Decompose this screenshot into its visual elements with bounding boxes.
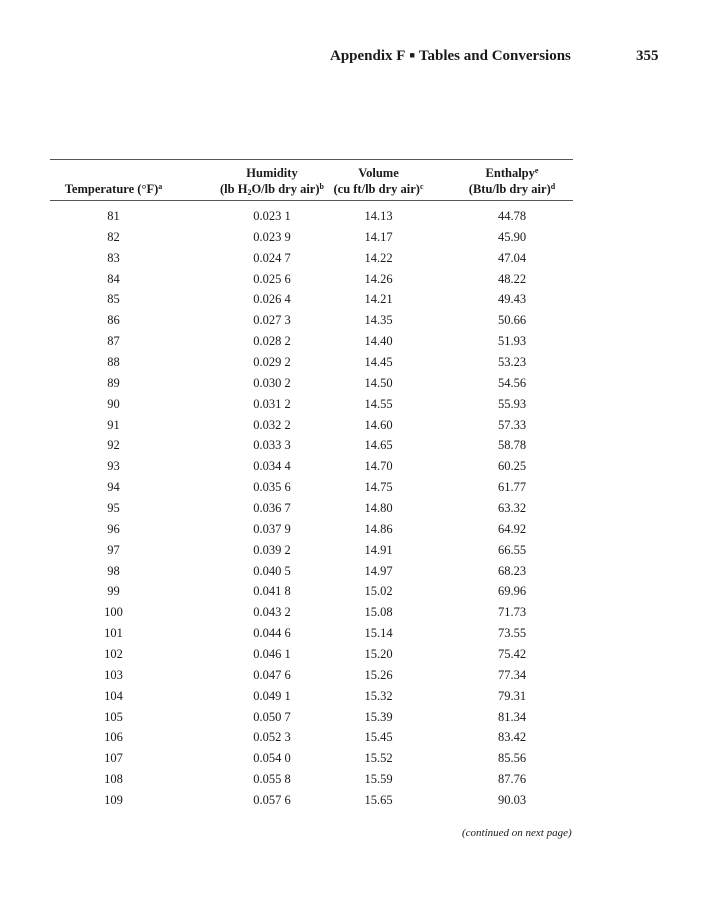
table-row	[50, 541, 573, 562]
cell-enthalpy: 45.90	[497, 229, 527, 244]
cell-humidity: 0.039 2	[253, 542, 291, 557]
cell-enthalpy: 44.78	[497, 209, 527, 223]
cell-temperature: 87	[107, 334, 120, 349]
cell-volume: 15.52	[364, 751, 393, 766]
cell-humidity: 0.025 6	[253, 271, 291, 286]
cell-humidity: 0.041 8	[253, 584, 291, 599]
cell-humidity: 0.024 7	[253, 250, 291, 265]
cell-humidity: 0.033 3	[253, 438, 291, 453]
table-row	[50, 749, 573, 770]
table-row	[50, 290, 573, 311]
cell-humidity: 0.054 0	[253, 751, 291, 766]
cell-enthalpy: 61.77	[497, 480, 527, 495]
table-header	[50, 160, 573, 200]
cell-humidity: 0.029 2	[253, 355, 291, 370]
cell-volume: 14.35	[364, 313, 393, 328]
cell-humidity: 0.028 2	[253, 334, 291, 349]
cell-enthalpy: 71.73	[497, 605, 527, 620]
table-row	[50, 728, 573, 749]
table-row	[50, 499, 573, 520]
cell-enthalpy: 68.23	[497, 563, 527, 578]
table-row	[50, 603, 573, 624]
cell-volume: 14.97	[364, 563, 393, 578]
table-row	[50, 666, 573, 687]
cell-enthalpy: 85.56	[497, 751, 527, 766]
cell-humidity: 0.034 4	[253, 459, 291, 474]
cell-humidity: 0.032 2	[253, 417, 291, 432]
cell-humidity: 0.030 2	[253, 375, 291, 390]
cell-enthalpy: 49.43	[497, 292, 527, 307]
appendix-label: Appendix F	[330, 48, 406, 64]
table-row	[50, 478, 573, 499]
col-header-temperature: Temperature $(^\circ F)^a$	[64, 182, 163, 196]
cell-temperature: 94	[107, 480, 120, 495]
cell-volume: 14.60	[364, 417, 393, 432]
table-row	[50, 207, 573, 228]
table-row	[50, 687, 573, 708]
col-header-enthalpy: Enthalpy$^e$ (Btu/lb dry air)$^d$	[468, 166, 556, 196]
cell-volume: 14.65	[364, 438, 393, 453]
cell-temperature: 96	[107, 521, 120, 536]
cell-enthalpy: 64.92	[497, 521, 527, 536]
cell-volume: 14.75	[364, 480, 393, 495]
cell-enthalpy: 73.55	[497, 626, 527, 641]
cell-enthalpy: 48.22	[497, 271, 527, 286]
cell-volume: 14.91	[364, 542, 393, 557]
cell-enthalpy: 53.23	[497, 355, 527, 370]
cell-enthalpy: 90.03	[497, 793, 527, 808]
cell-humidity: 0.023 1	[253, 209, 291, 223]
cell-volume: 14.26	[364, 271, 393, 286]
table-row	[50, 311, 573, 332]
cell-temperature: 101	[104, 626, 123, 641]
cell-enthalpy: 60.25	[497, 459, 527, 474]
running-title	[330, 48, 571, 65]
col-header-humidity: Humidity (lb $H_2O/lb$ dry air)$^b$	[220, 166, 324, 197]
cell-humidity: 0.027 3	[253, 313, 291, 328]
cell-volume: 14.45	[364, 355, 393, 370]
table-row	[50, 708, 573, 729]
cell-enthalpy: 75.42	[497, 647, 527, 662]
cell-enthalpy: 47.04	[497, 250, 527, 265]
cell-temperature: 82	[107, 229, 120, 244]
cell-humidity: 0.050 7	[253, 709, 291, 724]
cell-temperature: 100	[104, 605, 123, 620]
cell-volume: 15.08	[364, 605, 393, 620]
cell-temperature: 88	[107, 355, 120, 370]
cell-humidity: 0.037 9	[253, 521, 291, 536]
cell-volume: 15.65	[364, 793, 393, 808]
table-row	[50, 332, 573, 353]
cell-temperature: 93	[107, 459, 120, 474]
cell-humidity: 0.036 7	[253, 501, 291, 516]
cell-volume: 14.50	[364, 375, 393, 390]
cell-volume: 14.13	[364, 209, 393, 223]
cell-enthalpy: 66.55	[497, 542, 527, 557]
cell-enthalpy: 63.32	[497, 501, 527, 516]
cell-temperature: 84	[107, 271, 120, 286]
cell-temperature: 83	[107, 250, 120, 265]
table-row	[50, 228, 573, 249]
cell-humidity: 0.049 1	[253, 688, 291, 703]
cell-humidity: 0.057 6	[253, 793, 291, 808]
section-title: Tables and Conversions	[418, 48, 571, 64]
cell-humidity: 0.046 1	[253, 647, 291, 662]
cell-temperature: 81	[107, 209, 120, 223]
cell-humidity: 0.040 5	[253, 563, 291, 578]
table-row	[50, 457, 573, 478]
cell-volume: 15.14	[364, 626, 393, 641]
cell-humidity: 0.026 4	[253, 292, 291, 307]
col-header-volume: Volume (cu ft/lb dry air)$^c$	[333, 166, 424, 196]
cell-enthalpy: 87.76	[497, 772, 527, 787]
cell-temperature: 108	[104, 772, 123, 787]
cell-temperature: 107	[104, 751, 123, 766]
cell-temperature: 90	[107, 396, 120, 411]
cell-temperature: 91	[107, 417, 120, 432]
cell-humidity: 0.031 2	[253, 396, 291, 411]
continued-note: (continued on next page)	[462, 827, 572, 839]
cell-enthalpy: 54.56	[497, 375, 527, 390]
cell-volume: 15.26	[364, 667, 393, 682]
cell-volume: 15.02	[364, 584, 393, 599]
cell-temperature: 89	[107, 375, 120, 390]
cell-volume: 14.17	[364, 229, 393, 244]
table-row	[50, 582, 573, 603]
table-row	[50, 436, 573, 457]
cell-temperature: 99	[107, 584, 120, 599]
cell-enthalpy: 58.78	[497, 438, 527, 453]
cell-volume: 15.45	[364, 730, 393, 745]
cell-volume: 15.59	[364, 772, 393, 787]
cell-temperature: 85	[107, 292, 120, 307]
cell-enthalpy: 50.66	[497, 313, 527, 328]
cell-volume: 14.86	[364, 521, 393, 536]
cell-enthalpy: 81.34	[497, 709, 527, 724]
table-body	[50, 201, 573, 812]
cell-temperature: 92	[107, 438, 120, 453]
cell-humidity: 0.055 8	[253, 772, 291, 787]
table-row	[50, 395, 573, 416]
cell-temperature: 103	[104, 667, 123, 682]
page-number: 355	[636, 48, 659, 64]
table-row	[50, 562, 573, 583]
cell-volume: 14.22	[364, 250, 393, 265]
cell-enthalpy: 83.42	[497, 730, 527, 745]
cell-enthalpy: 79.31	[497, 688, 527, 703]
cell-humidity: 0.023 9	[253, 229, 291, 244]
cell-temperature: 106	[104, 730, 123, 745]
cell-volume: 15.39	[364, 709, 393, 724]
cell-volume: 14.21	[364, 292, 393, 307]
cell-temperature: 109	[104, 793, 123, 808]
separator-bullet-icon: ■	[409, 50, 415, 60]
cell-temperature: 86	[107, 313, 120, 328]
cell-enthalpy: 57.33	[497, 417, 527, 432]
cell-humidity: 0.044 6	[253, 626, 291, 641]
running-header	[0, 48, 707, 68]
cell-temperature: 97	[107, 542, 120, 557]
cell-temperature: 95	[107, 501, 120, 516]
cell-temperature: 98	[107, 563, 120, 578]
cell-humidity: 0.035 6	[253, 480, 291, 495]
cell-volume: 14.70	[364, 459, 393, 474]
cell-volume: 15.20	[364, 647, 393, 662]
cell-humidity: 0.043 2	[253, 605, 291, 620]
table-row	[50, 249, 573, 270]
cell-enthalpy: 69.96	[497, 584, 527, 599]
cell-volume: 14.40	[364, 334, 393, 349]
table-row	[50, 791, 573, 812]
table-row	[50, 520, 573, 541]
cell-volume: 15.32	[364, 688, 393, 703]
table-row	[50, 374, 573, 395]
table-row	[50, 353, 573, 374]
psychrometric-table	[50, 159, 573, 812]
table-row	[50, 770, 573, 791]
table-row	[50, 645, 573, 666]
cell-volume: 14.55	[364, 396, 393, 411]
cell-enthalpy: 77.34	[497, 667, 527, 682]
table-row	[50, 416, 573, 437]
cell-humidity: 0.052 3	[253, 730, 291, 745]
cell-enthalpy: 51.93	[497, 334, 527, 349]
cell-humidity: 0.047 6	[253, 667, 291, 682]
cell-volume: 14.80	[364, 501, 393, 516]
cell-temperature: 105	[104, 709, 123, 724]
cell-temperature: 104	[104, 688, 123, 703]
table-row	[50, 624, 573, 645]
table-row	[50, 270, 573, 291]
cell-temperature: 102	[104, 647, 123, 662]
cell-enthalpy: 55.93	[497, 396, 527, 411]
